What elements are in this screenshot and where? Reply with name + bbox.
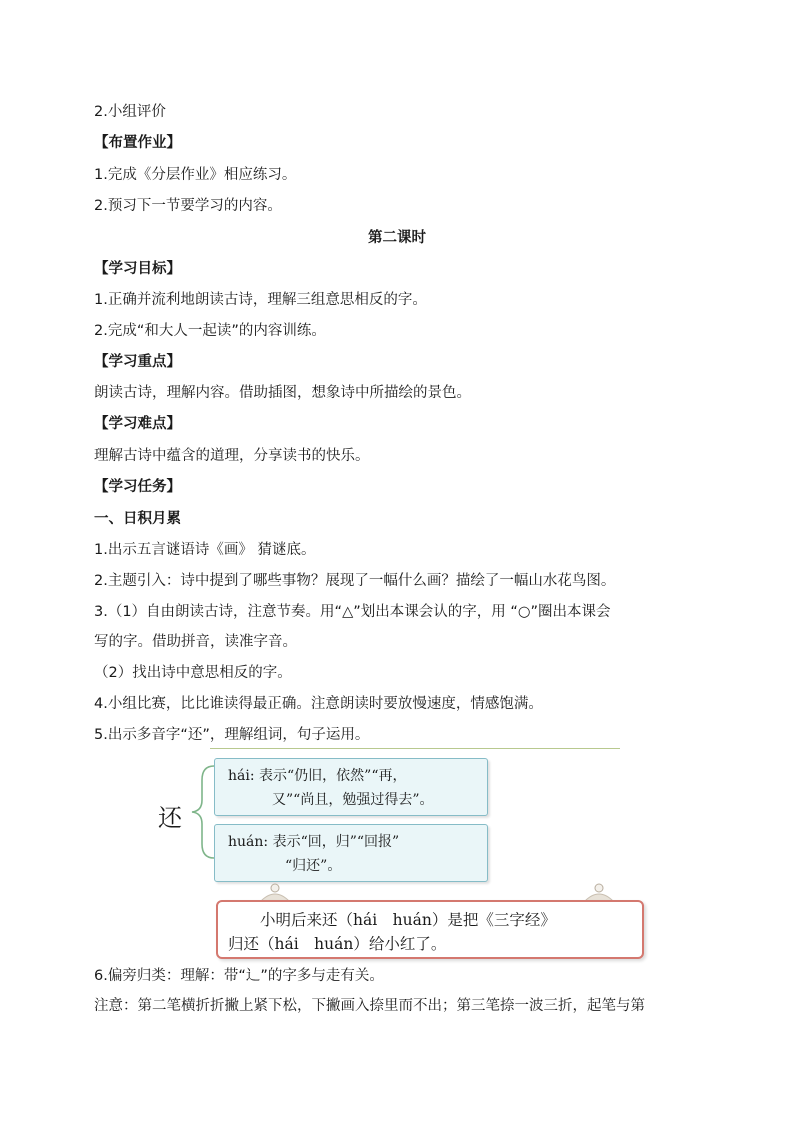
brace-icon <box>188 764 216 860</box>
text-line: 朗读古诗，理解内容。借助插图，想象诗中所描绘的景色。 <box>94 385 471 401</box>
example-text: 小明后来还（hái huán）是把《三字经》 <box>260 911 556 929</box>
text-line: 2.预习下一节要学习的内容。 <box>94 198 282 214</box>
text-line: 1.完成《分层作业》相应练习。 <box>94 167 297 183</box>
definition-text: “归还”。 <box>285 858 342 874</box>
subsection-heading: 一、日积月累 <box>94 511 181 527</box>
section-heading: 【学习难点】 <box>94 416 181 432</box>
polyphone-figure <box>150 748 650 960</box>
section-heading: 【布置作业】 <box>94 135 181 151</box>
text-line: 6.偏旁归类：理解：带“辶”的字多与走有关。 <box>94 968 384 984</box>
text-line: 2.完成“和大人一起读”的内容训练。 <box>94 323 326 339</box>
text-line: 2.小组评价 <box>94 104 166 120</box>
text-line: 理解古诗中蕴含的道理，分享读书的快乐。 <box>94 448 370 464</box>
definition-text: huán: 表示“回，归”“回报” <box>228 834 400 850</box>
section-heading: 【学习重点】 <box>94 354 181 370</box>
text-line: 注意：第二笔横折折撇上紧下松，下撇画入捺里而不出；第三笔捺一波三折，起笔与第 <box>94 998 645 1014</box>
text-line: 2.主题引入：诗中提到了哪些事物？展现了一幅什么画？描绘了一幅山水花鸟图。 <box>94 573 616 589</box>
lesson-title: 第二课时 <box>368 230 426 246</box>
text-line: 5.出示多音字“还”，理解组词，句子运用。 <box>94 727 370 743</box>
text-line: 1.出示五言谜语诗《画》 猜谜底。 <box>94 542 316 558</box>
figure-top-rule <box>210 748 620 749</box>
polyphone-character: 还 <box>158 804 182 832</box>
definition-box-hai <box>214 758 488 816</box>
definition-text: 又”“尚且，勉强过得去”。 <box>272 792 434 808</box>
section-heading: 【学习目标】 <box>94 261 181 277</box>
example-sentence-box <box>216 900 644 959</box>
text-line: 3.（1）自由朗读古诗，注意节奏。用“△”划出本课会认的字，用 “○”圈出本课会 <box>94 604 611 620</box>
text-line: 4.小组比赛，比比谁读得最正确。注意朗读时要放慢速度，情感饱满。 <box>94 696 543 712</box>
definition-text: hái: 表示“仍旧，依然”“再， <box>228 768 407 784</box>
example-text: 归还（hái huán）给小红了。 <box>228 935 447 953</box>
section-heading: 【学习任务】 <box>94 479 181 495</box>
text-line: （2）找出诗中意思相反的字。 <box>94 665 292 681</box>
text-line: 1.正确并流利地朗读古诗，理解三组意思相反的字。 <box>94 292 427 308</box>
definition-box-huan <box>214 824 488 882</box>
text-line: 写的字。借助拼音，读准字音。 <box>94 634 297 650</box>
